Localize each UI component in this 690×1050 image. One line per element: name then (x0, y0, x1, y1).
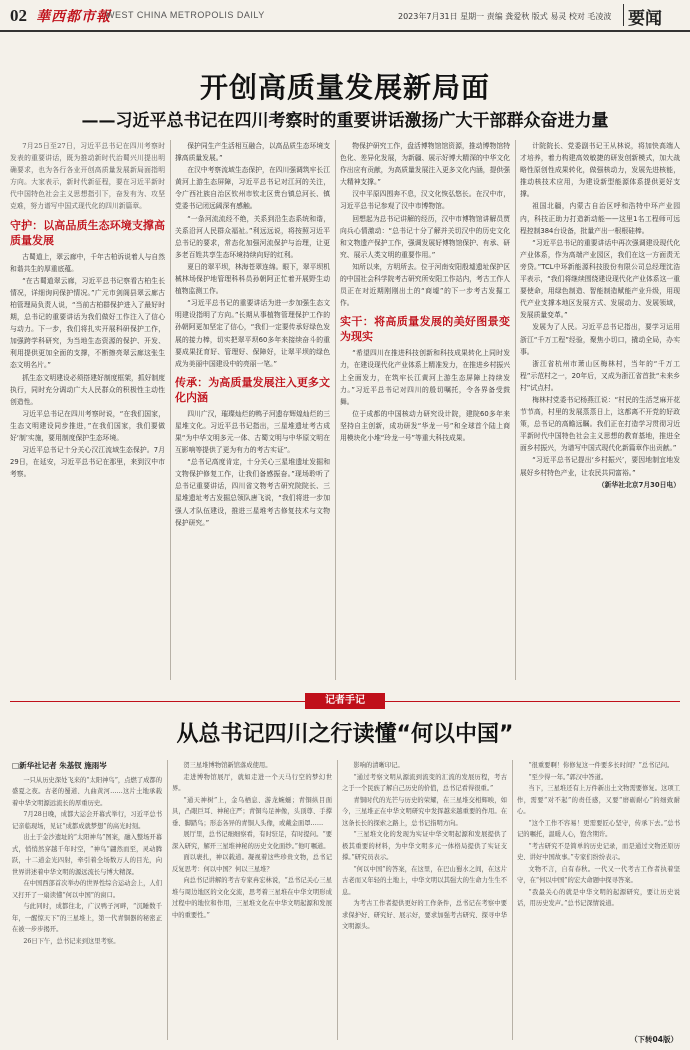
article-column-1 (10, 140, 165, 680)
subheading-shigan: 实干：将高质量发展的美好图景变为现实 (340, 315, 510, 344)
paragraph: 发展为了人民。习近平总书记指出，要学习运用浙江“千万工程”经验，聚焦小切口，撬动全局，办实事。 (520, 323, 680, 356)
paragraph: 为考古工作者提供更好的工作条件，总书记在考察中要求保护好、研究好、展示好，要求加强考古研究、探寻中华文明源头。 (342, 900, 507, 930)
paragraph: 计院院长、党委副书记王从林说，将加快高端人才培养，着力构建高效敏捷的研发创新模式，加大战略性原创性成果转化，做强核动力，发展先进核能，推动核技术应用，为建设新型能源体系提供更好支撑。 (520, 142, 680, 199)
column-divider (337, 760, 338, 1040)
paragraph: 知所以来，方明所去。位于河南安阳殷墟遗址保护区的中国社会科学院考古研究所安阳工作站内，考古工作人员正在对近期刚刚出土的“商墟”的下一步考古发掘工作。 (340, 262, 510, 308)
dateline-source: （新华社北京7月30日电） (597, 480, 680, 489)
byline: □新华社记者 朱基钗 施雨岑 (12, 761, 107, 770)
article-column-4 (520, 140, 680, 680)
paragraph: “习近平总书记提出‘乡村振兴’，要因地制宜地发展好乡村特色产业，让农民共同富裕。” (520, 456, 680, 477)
paragraph: 习近平总书记在四川考察时说，“在我们国家，生态文明建设同步推进，”在我们国家，我们要做好‘制’实施，要用制度保护生态环境。 (10, 409, 165, 442)
paragraph: “习近平总书记的重要讲话为进一步加强生态文明建设指明了方向。”长期从事植物管理保护工作的孙朝阿更加坚定了信心，“我们一定要传承好绿色发展的接力棒，切实把翠平坝60多年来接续奋斗的重要成果抚育好、管理好、保障好，让翠平坝的绿色成为美丽中国建设中的亮丽一笔。” (175, 299, 330, 368)
paragraph: 在中国西部首次举办的世界性综合运动会上，人们又打开了一扇读懂“何以中国”的窗口。 (12, 880, 162, 899)
kicker-badge: 记者手记 (305, 693, 385, 709)
page-number: 02 (10, 6, 27, 25)
column-divider (512, 760, 513, 1040)
paragraph: 一只从历史深处飞来的“太阳神鸟”，点燃了成都的盛夏之夜。古老的蜀道、九曲黄河……这片土地承载着中华文明源远流长的厚重历史。 (12, 776, 162, 807)
column-divider (515, 140, 516, 680)
paragraph: 物保护研究工作，盘活博物馆馆资源，推动博物馆特色化、差异化发展，为新疆、展示好博大精深的中华文化作出应有贡献，为高质量发展注入更多文化内涵，提供强大精神支撑。” (340, 142, 510, 187)
paragraph: “希望四川在推进科技创新和科技成果转化上同时发力，在建设现代化产业体系上精准发力，在推进乡村振兴上全面发力，在筑牢长江黄河上游生态屏障上持续发力。”习近平总书记对四川的殷切嘱托，令各界备受鼓舞。 (340, 349, 510, 406)
paragraph: 7月28日晚，成都大运会开幕式举行，习近平总书记亲临现场，见证“成都成就梦想”的高光时刻。 (12, 811, 162, 830)
paragraph: “很重要啊！你修复这一件要多长时间？”总书记问。 (528, 762, 674, 769)
paragraph: 习近平总书记十分关心汉江流域生态保护。7月29日，在延安，习近平总书记在那里，来到汉中市考察。 (10, 446, 165, 479)
paragraph: 面以裹扎，神以载道。凝视着这些珍贵文物，总书记反复思考：何以中国？何以三星堆？ (172, 854, 332, 873)
paragraph: “通过考察文明从源流到流变的汇流的发展历程，考古之于一个民族了解自己历史的价值，总书记看得很重。” (342, 773, 507, 792)
subheading-shouhu: 守护：以高品质生态环境支撑高质量发展 (10, 218, 165, 247)
newspaper-english-name: WEST CHINA METROPOLIS DAILY (106, 10, 265, 20)
bottom-column-3 (342, 760, 507, 1040)
paragraph: 浙江省杭州市萧山区梅林村，当年的“千万工程”示范村之一，20年后，又成为浙江省首批“未来乡村”试点村。 (520, 359, 680, 392)
bottom-column-4 (517, 760, 680, 1028)
article-lead: 7月25日至27日，习近平总书记在四川考察时发表的重要讲话，既为推动新时代治蜀兴川提出明确要求，也为各行各业开创高质量发展新局面指明方向。大家表示，新时代新征程，要在习近平新时代中国特色社会主义思想指引下，奋发有为、攻坚克难，努力谱写中国式现代化的四川新篇章。 (10, 142, 165, 211)
masthead-divider (623, 4, 624, 26)
bottom-column-1 (12, 760, 162, 1040)
paragraph: 夏日的翠平坝，林海苍翠连绵。眼下，翠平坝机械林场保护地管理科科员孙朝阿正忙着开展野生动植物监测工作。 (175, 262, 330, 296)
subheading-chuancheng: 传承：为高质量发展注入更多文化内涵 (175, 375, 330, 404)
paragraph: “在古蜀道翠云廊，习近平总书记察看古柏生长情况，详细询问保护情况。”广元市剑阁县翠云廊古柏管理局负责人说，“当前古柏群保护进入了最好时期，总书记的重要讲话为我们做好工作注入了信心与动力。下一步，我们将扎实开展科研保护工作，加强跨学科研究，为当地生态资源的保护、开发、利用提供更加全面的支撑，不断擦亮翠云廊这张生态文明名片。” (10, 276, 165, 370)
paragraph: 向总书记讲解的考古专家冉宏林说，“总书记关心三星堆与周边地区的文化交流，思考着三星堆在中华文明形成过程中的地位和作用，三星堆文化在中华文明起源和发展中的重要性。” (172, 877, 332, 919)
paragraph: 青铜时代的光芒与历史的荣耀，在三星堆交相辉映，如今，三星堆正在中华文明研究中发挥越来越重要的作用。在这条长长的探索之路上，总书记指明方向。 (342, 796, 507, 827)
paragraph: “何以中国”的答案，在这里，在巴山蜀水之间，在这片古老而又年轻的土地上，中华文明以其强大的生命力生生不息。 (342, 865, 507, 896)
paragraph: 抓生态文明建设必须搭建好制度框架，抓好制度执行，同时充分调动广大人民群众的积极性主动性创造性。 (10, 373, 165, 406)
paragraph: 位于成都的中国核动力研究设计院，建院60多年来坚持自主创新，成功研发“华龙一号”和全球首个陆上商用模块化小堆“玲龙一号”等重大科技成果。 (340, 409, 510, 442)
paragraph: 回想起为总书记讲解的经历，汉中市博物馆讲解员贾向兵心情激动：“总书记十分了解并关切汉中的历史文化和文物遗产保护工作，强调发展好博物馆保护、有承、研究、展示人类文明的重要作用。” (340, 214, 510, 259)
column-divider (170, 140, 171, 680)
bottom-column-2 (172, 760, 332, 1040)
paragraph: 贺三星堆博物馆新馆落成使用。 (183, 762, 272, 769)
paragraph: 祖国北疆，内蒙古自治区呼和浩特中环产业园内，科技正助力打造新动能——这里1名工程师可远程控制384台设备，批量产出一根根硅棒。 (520, 202, 680, 235)
paragraph: 走进博物馆展厅，就如走进一个天马行空的梦幻世界。 (172, 773, 332, 792)
paragraph: 梅林村党委书记杨燕江说：“村民的生活芝麻开花节节高，村里的发展蒸蒸日上，这都离不开党的好政策，总书记的高瞻远瞩。我们正在打造学习贯彻习近平新时代中国特色社会主义思想的教育基地，推进全面乡村振兴，为谱写中国式现代化新篇章作出贡献。” (520, 395, 680, 453)
paragraph: 保护同生产生活相互融合，以高品质生态环境支撑高质量发展。” (175, 142, 330, 163)
paragraph: 四川广汉，璀璨灿烂的鸭子河遗存辉煌灿烂的三星堆文化。习近平总书记指出，三星堆遗址考古成果“为中华文明多元一体、古蜀文明与中华原文明在互影响等提供了更为有力的考古实证”。 (175, 409, 330, 455)
article-column-2 (175, 140, 330, 680)
main-headline: 开创高质量发展新局面 (199, 71, 490, 104)
continued-note: （下转04版） (630, 1035, 678, 1044)
paragraph: “习近平总书记的重要讲话中再次强调建设现代化产业体系，作为高端产业园区，我们在这一方面责无旁贷。”TCL中环新能源科技股份有限公司总经理沈浩平表示，“我们将继续围绕建设现代化产业体系这一重要使命，用绿色制造、智能制造赋能产业升级，用现代产业支撑本地区发展方式、发展动力、发展领域，发展质量变革。” (520, 238, 680, 320)
secondary-headline: 从总书记四川之行读懂“何以中国” (176, 722, 514, 747)
paragraph: “总书记高度肯定，十分关心三星堆遗址发掘和文物保护修复工作，让我们备感振奋。”现场聆听了总书记重要讲话，四川省文物考古研究院院长、三星堆遗址考古发掘总领队唐飞说，“我们将进一步加强人才队伍建设，推进三星堆考古修复技术与文物保护研究。” (175, 458, 330, 527)
paragraph: “至少得一年。”郭汉中答道。 (528, 773, 608, 781)
paragraph: 26日下午，总书记来到这里考察。 (23, 937, 120, 945)
paragraph: 与此同时，成都往北，广汉鸭子河畔，“沉睡数千年，一醒惊天下”的三星堆上，第一代青铜器的秘密正在被一步步揭开。 (12, 903, 162, 933)
main-subheadline: ——习近平总书记在四川考察时的重要讲话激扬广大干部群众奋进力量 (81, 111, 609, 131)
paragraph: “我最关心的就是中华文明的起源研究，要让历史说话，用历史发声。”总书记深情说道。 (517, 888, 680, 907)
paragraph: “这个工作不容易！更需要匠心坚守，传承下去。”总书记的嘱托，温暖人心，饱含期许。 (517, 819, 680, 838)
paragraph: 影响的清晰印记。 (353, 762, 404, 769)
newspaper-logo: 華西都市報 (36, 9, 111, 25)
paragraph: 展厅里，总书记细细察看，有时驻足，有时提问。“要深入研究，解开三星堆神秘的历史文化面纱。”他叮嘱道。 (172, 831, 332, 850)
paragraph: “通天神树”上，金乌栖息、游龙蜿蜒；青铜纵目面具，凸眼巨耳、神秘庄严；青铜鸟足神像，头顶尊、手撑垂、脚踏鸟；形态各异的青铜人头像，或戴金面罩…… (172, 796, 332, 827)
section-name: 要闻 (628, 9, 662, 29)
column-divider (335, 140, 336, 680)
paragraph: “一条河流流经不绝，关系到沿生态系统和谐，关系沿河人民群众福祉。”利远远说，将按照习近平总书记的要求，常态化加强河流保护与治理，让更多老百姓共享生态环境持续向好的红利。 (175, 214, 330, 259)
masthead (0, 0, 690, 32)
article-column-3 (340, 140, 510, 680)
paragraph: “考古研究不是简单的历史记录，而是通过文物还原历史、讲好中国故事。”专家们纷纷表示。 (517, 842, 680, 861)
paragraph: 汉中平原四围奔不息，汉文化恢弘悠长。在汉中市，习近平总书记参观了汉中市博物馆。 (340, 190, 510, 211)
paragraph: 出土于金沙遗址的“太阳神鸟”图案，融入整场开幕式，悄悄然穿越千年时空，“神鸟”翩然而至，灵动腾跃，十二道金光四射，牵引着全场数万人的目光，向世界讲述着中华文明的源远流长与博大精深。 (12, 834, 162, 876)
date-line: 2023年7月31日 星期一 责编 龚爱秋 版式 易灵 校对 毛凌波 (398, 12, 612, 21)
paragraph: 文物不言，自有春秋。一代又一代考古工作者执着坚守，在“何以中国”的宏大命题中探寻答案。 (517, 865, 680, 884)
paragraph: 当下，三星堆还有上万件新出土文物需要修复。这项工作，需要“对不起”的责任感，又要“磨砺耐心”的细致耐心。 (517, 785, 680, 815)
column-divider (167, 760, 168, 1040)
paragraph: “三星堆文化的发现为实证中华文明起源和发展提供了极其重要的材料，为中华文明多元一体格局提供了实证支撑。”研究员表示。 (342, 831, 507, 861)
paragraph: 古蜀道上，翠云廊中，千年古柏诉说着人与自然和谐共生的厚重底蕴。 (10, 252, 165, 273)
paragraph: 在汉中考察流域生态保护，在四川强调筑牢长江黄河上游生态屏障，习近平总书记对江河的关注，令广西社族自治区钦州市钦北区贵台镇总河长、镇党委书记闭远阔深有感触。 (175, 166, 330, 211)
